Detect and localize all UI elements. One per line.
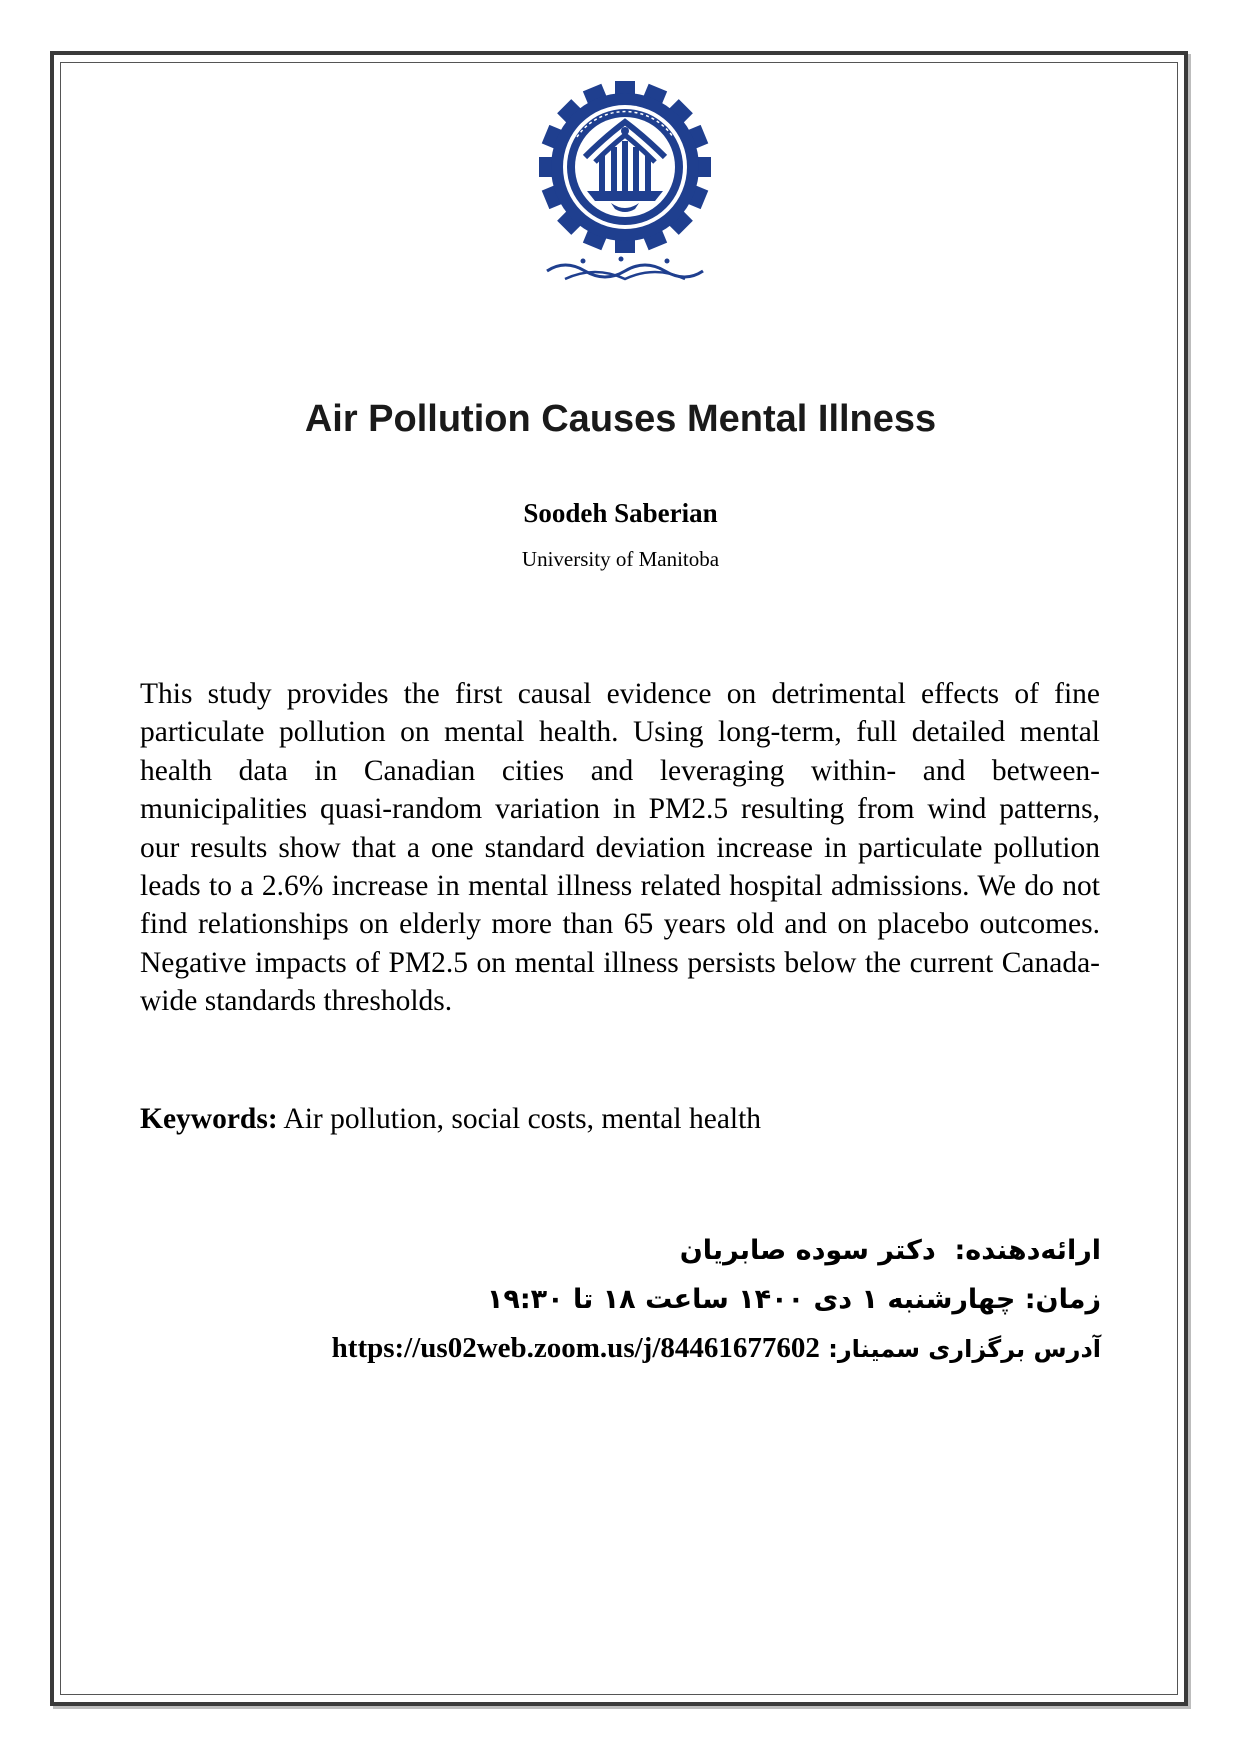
presenter-line: [141, 1232, 1101, 1270]
zoom-link[interactable]: https://us02web.zoom.us/j/84461677602: [331, 1332, 820, 1364]
abstract-text: This study provides the first causal evidence on detrimental effects of fine particulate pollution on mental health. Using long-term, full detailed mental health data in Canadian cities and leveraging within- and between- municipalities quasi-random variation in PM2.5 resulting from wind patterns, our results show that a one standard deviation increase in particulate pollution leads to a 2.6% increase in mental illness related hospital admissions. We do not find relationships on elderly more than 65 years old and on placebo outcomes. Negative impacts of PM2.5 on mental illness persists below the current Canada-wide standards thresholds.: [140, 678, 1100, 1018]
presenter-label: ارائه‌دهنده:: [954, 1235, 1101, 1266]
university-seal-icon: [525, 75, 725, 290]
author-name: Soodeh Saberian: [523, 498, 718, 528]
keywords-line: [140, 1100, 1100, 1138]
time-value: چهارشنبه ۱ دی ۱۴۰۰ ساعت ۱۸ تا ۱۹:۳۰: [486, 1284, 1016, 1315]
seminar-title: Air Pollution Causes Mental Illness: [304, 398, 937, 440]
address-label: آدرس برگزاری سمینار:: [828, 1335, 1101, 1363]
keywords-label: Keywords:: [140, 1103, 278, 1135]
time-line: [141, 1280, 1101, 1320]
author-affiliation: University of Manitoba: [521, 547, 720, 571]
keywords-text: Air pollution, social costs, mental health: [283, 1103, 762, 1135]
address-line: [141, 1328, 1101, 1369]
time-label: زمان:: [1024, 1284, 1101, 1315]
presenter-name: دکتر سوده صابریان: [679, 1235, 936, 1266]
